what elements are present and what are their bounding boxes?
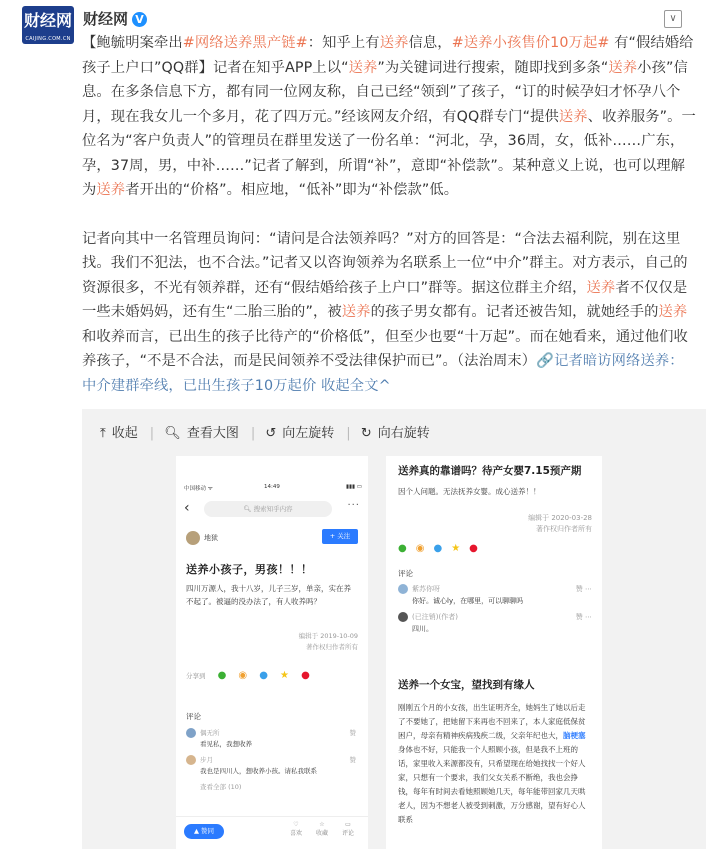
topic-link[interactable]: 送养 — [586, 279, 616, 296]
post-text-segment: ”为关键词进行搜索，随即找到多条“ — [377, 59, 609, 76]
collapse-button[interactable]: ⤒ 收起 — [100, 426, 138, 441]
topic-link[interactable]: 送养 — [379, 35, 409, 51]
media-toolbar: ⤒ 收起 | 🔍︎ 查看大图 | ↺ 向左旋转 | ↻ 向右旋转 — [100, 422, 442, 441]
question-title: 送养一个女宝，望找到有缘人 — [398, 679, 535, 691]
bottom-action-bar — [176, 816, 368, 845]
magnifier-icon: 🔍︎ — [164, 426, 181, 441]
like-tab: ♡ 喜欢 — [289, 821, 302, 837]
rotate-right-button[interactable]: ↻ 向右旋转 — [360, 426, 430, 441]
list-item: 步月 赞 — [186, 755, 356, 766]
post-text-segment: ：知乎上有 — [307, 35, 380, 51]
list-item: 紫苏你呀 赞 ⋯ 你好。诚心ly，在哪里，可以聊聊吗 — [398, 583, 592, 607]
avatar — [186, 531, 200, 545]
post-card-2 — [398, 678, 592, 827]
avatar — [186, 728, 196, 738]
post-text-segment: 【鲍毓明案牵出 — [82, 35, 183, 51]
avatar — [398, 584, 408, 594]
screenshot-image-1[interactable] — [176, 456, 368, 849]
author-avatar[interactable] — [22, 6, 74, 44]
topic-link[interactable]: #送养小孩售价10万起# — [451, 35, 610, 51]
post-text-segment: 、收养服务”。一位名为“客户负责人”的管理员在群里发送了一份名单：“河北，孕，36周，女，低补……广东，孕，37周，男，中补……”记者了解到，所谓“补”，意即“补偿款”。某种意义上说，也可以理解为 — [82, 108, 696, 198]
topic-link[interactable]: 送养 — [96, 182, 126, 198]
topic-link[interactable]: #网络送养黑产链# — [182, 35, 308, 51]
zhihu-search-box: 🔍︎ 搜索知乎内容 — [204, 501, 332, 517]
list-item: (已注销)(作者) 赞 ⋯ 四川。 — [398, 611, 592, 635]
share-icons: ●◉●★● — [398, 543, 487, 554]
follow-button: + 关注 — [322, 529, 358, 544]
post-text-segment: 记者向其中一名管理员询问：“请问是合法领养吗？”对方的回答是：“合法去福利院，别在这里找。我们不犯法，也不合法。”记者又以咨询领养为名联系上一位“中介”群主。对方表示，自己的资源很多，不光有领养群，还有“假结婚给孩子上户口”群等。据这位群主介绍， — [82, 230, 688, 296]
question-body: 四川万源人，我十八岁，儿子三岁，单亲，实在养不起了。被逼的没办法了，有人收养吗？ — [186, 584, 351, 606]
post-text-segment: 有“假结婚给孩子上户口”QQ群】记者在知乎APP上以“ — [82, 35, 694, 76]
post-paragraph-2 — [82, 227, 696, 399]
weibo-icon: ● — [301, 670, 310, 681]
question-author: 地狱 — [204, 534, 218, 542]
post-text-segment: 的孩子男女都有。记者还被告知，就她经手的 — [370, 304, 659, 320]
avatar — [398, 612, 408, 622]
post-text-segment: 信息， — [408, 35, 452, 51]
comments-heading: 评论 — [398, 569, 413, 578]
moments-icon: ◉ — [238, 670, 248, 681]
topic-link[interactable]: 送养 — [558, 108, 588, 125]
text-link[interactable]: 🔗记者暗访网络送养：中介建群牵线，已出生孩子10万起价 — [82, 353, 684, 394]
comments-heading: 评论 — [186, 712, 201, 721]
author-name[interactable]: 财经网 — [83, 10, 129, 28]
topic-link[interactable]: 送养 — [658, 304, 688, 320]
post-paragraph-1 — [82, 31, 696, 203]
question-title: 送养真的靠谱吗？待产女婴7.15预产期 — [398, 465, 582, 477]
post-text — [82, 31, 696, 398]
comment-list: 偶无所 赞 看见私，我想收养 步月 赞 我也是四川人，想收养小孩。请私我联系 查看全部 (10) — [186, 728, 356, 793]
wechat-icon: ● — [217, 670, 227, 681]
post-menu-chevron-icon[interactable]: ∨ — [664, 10, 682, 28]
qq-icon: ● — [259, 670, 268, 681]
topic-link[interactable]: 送养 — [608, 59, 638, 76]
question-body: 刚刚五个月的小女孩，出生证明齐全，她妈生了她以后走了不要她了，把她留下来再也不回来了，本人家庭低保贫困户，母亲有精神疾病残疾二级，父亲年纪也大，脑梗塞身体也不好，只能我一个人照顾小孩，但是我不上班的话，家里收入来源都没有，只希望现在给她找找一个好人家，只想有一个要求，我们父女关系不断绝，我也会挣钱，每年有时间去看她照顾她几天，每年能带回家几天哄老人，因为不想老人被受到刺激，万分感谢，望有好心人联系 — [398, 703, 586, 824]
post-text-segment: 者开出的“价格”。相应地，“低补”即为“补偿款”低。 — [125, 182, 459, 198]
media-viewer — [82, 409, 706, 849]
post-text-segment: 者不仅仅是一些未婚妈妈，还有生“二胎三胎的”，被 — [82, 279, 688, 320]
rotate-left-icon: ↺ — [265, 426, 277, 441]
star-icon: ★ — [280, 670, 289, 681]
view-large-button[interactable]: 🔍︎ 查看大图 — [164, 426, 239, 441]
avatar-logo-subtext: CAIJING.COM.CN — [25, 36, 71, 42]
author-name-row — [83, 8, 147, 29]
topic-link[interactable]: 送养 — [348, 59, 378, 76]
rotate-left-button[interactable]: ↺ 向左旋转 — [265, 426, 335, 441]
question-body: 因个人问题。无法抚养女婴。成心送养！！ — [398, 487, 541, 496]
topic-link[interactable]: 送养 — [341, 304, 371, 320]
share-row: 分享到 ● ◉ ● ★ ● — [186, 670, 310, 681]
verified-badge-icon: V — [132, 12, 147, 27]
rotate-right-icon: ↻ — [360, 426, 372, 441]
phone-status-bar: 中国移动 ᯤ 14:49 ▮▮▮ ▭ — [184, 484, 362, 492]
text-link[interactable]: 收起全文^ — [321, 377, 391, 394]
collapse-icon: ⤒ — [100, 426, 106, 441]
comment-tab: ▭ 评论 — [341, 821, 354, 837]
avatar-logo-text: 财经网 — [23, 11, 72, 30]
upvote-button: ▲ 赞同 — [184, 824, 224, 839]
more-dots-icon: ··· — [347, 500, 360, 511]
list-item: 偶无所 赞 — [186, 728, 356, 739]
post-text-segment: 小孩”信息。在多条信息下方，都有同一位网友称，自己已经“领到”了孩子，“订的时候孕妇才怀孕八个月，现在我女儿一个多月，花了四万元。”经该网友介绍，有QQ群专门“提供 — [82, 59, 688, 125]
favorite-tab: ☆ 收藏 — [315, 821, 328, 837]
post-card-1: 送养真的靠谱吗？待产女婴7.15预产期 因个人问题。无法抚养女婴。成心送养！！ 编辑于 2020-03-28 著作权归作者所有 ●◉●★● 评论 紫苏你呀 赞 ⋯ 你好。诚心ly，在哪里，可以聊聊吗 (已注销)(作者) 赞 ⋯ 四川。 — [398, 465, 592, 633]
post-text-segment: 和收养而言，已出生的孩子比待产的“价格低”，但至少也要“十万起”。而在她看来，通过他们收养孩子，“不是不合法，而是民间领养不受法律保护而已”。（法治周末） — [82, 328, 688, 369]
back-arrow-icon: ‹ — [184, 500, 190, 516]
avatar — [186, 755, 196, 765]
question-title: 送养小孩子，男孩！！！ — [186, 563, 313, 576]
question-meta: 编辑于 2019-10-09 著作权归作者所有 — [298, 632, 358, 651]
screenshot-image-2[interactable] — [386, 456, 602, 849]
